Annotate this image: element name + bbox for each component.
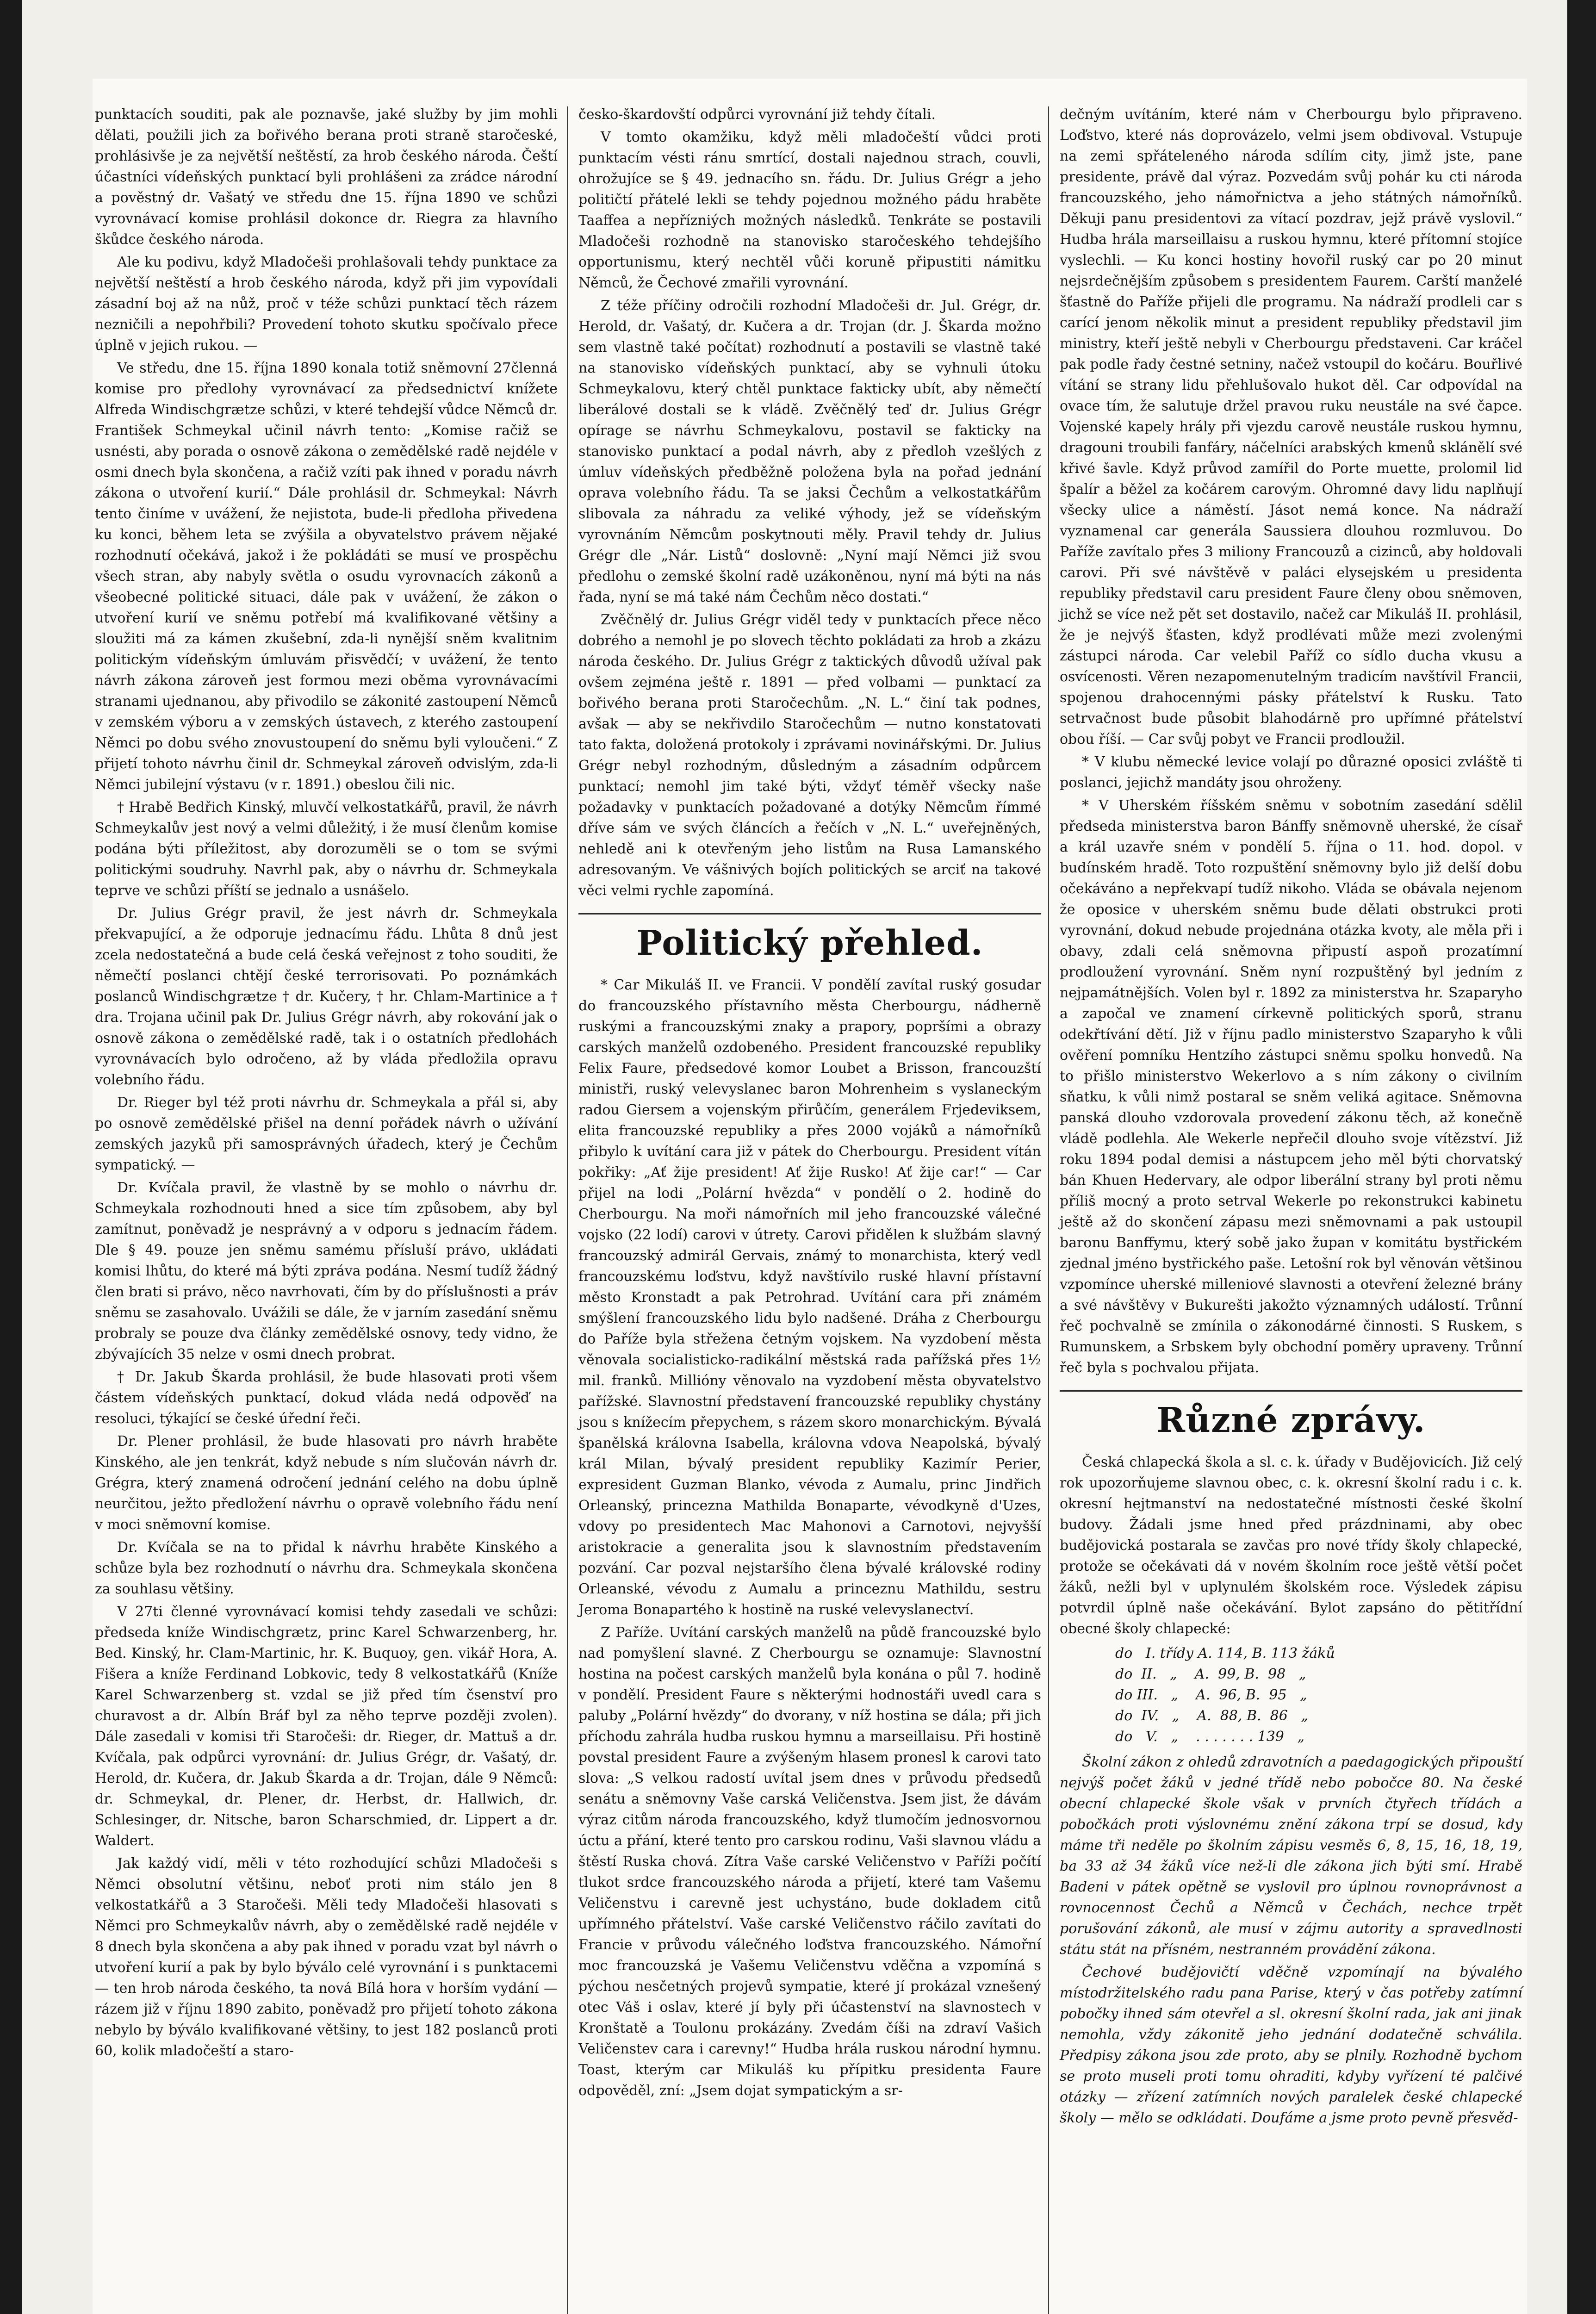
enrollment-row: do V. „ . . . . . . . 139 „ bbox=[1115, 1729, 1305, 1745]
article-paragraph: Ve středu, dne 15. října 1890 konala totiž sněmovní 27členná komise pro předlohy vyrovnávací za předsednictví knížete Alfreda Windischgrætze schůzi, v které tehdejší vůdce Němců dr. František Schmeykal učinil návrh tento: „Komise račiž se usnésti, aby porada o osnově zákona o zemědělské radě nejdéle v osmi dnech byla skončena, a račiž vzíti pak ihned v poradu návrh zákona o utvoření kurií.“ Dále prohlásil dr. Schmeykal: Návrh tento činíme v uvážení, že nejistota, bude-li předloha přivedena ku konci, během leta se zvýšila a obyvatelstvo právem nějaké rozhodnutí očekává, jakož i že pokládáti se musí ve prospěchu všech stran, aby nabyly světla o osudu vyrovnacích zákonů a všeobecné politické situaci, dále pak v uvážení, že zákon o utvoření kurií ve sněmu potřebí má kvalifikované většiny a sloužiti má za kámen zkušební, zda-li nynější sněm kvalitnim politickým vídeňským úmluvám přisvědčí; v uvážení, že tento návrh zákona zároveň jest formou mezi oběma vyrovnávacími stranami ujednanou, aby přivodilo se zákonité zastoupení Němců v zemském výboru a v zemských ústavech, z kterého zastoupení Němci po dobu svého znovustoupení do sněmu byli vyloučeni.“ Z přijetí tohoto návrhu činil dr. Schmeykal zároveň odvislým, zda-li Němci jubilejní výstavu (v r. 1891.) obeslou čili nic. bbox=[95, 360, 558, 793]
article-paragraph: Dr. Kvíčala se na to přidal k návrhu hraběte Kinského a schůze byla bez rozhodnutí o návrhu dra. Schmeykala skončena za souhlasu většiny. bbox=[95, 1539, 558, 1597]
article-paragraph: česko-škardovští odpůrci vyrovnání již tehdy čítali. bbox=[578, 106, 936, 123]
section-rule bbox=[578, 913, 1041, 914]
scan-border-right bbox=[1567, 0, 1596, 2314]
article-paragraph: Z téže příčiny odročili rozhodní Mladočeši dr. Jul. Grégr, dr. Herold, dr. Vašatý, dr. Kučera a dr. Trojan (dr. J. Škarda možno sem vlastně také počítat) rozhodnutí a postavili se vlastně také na stanovisko vídeňských punktací, aby se vyhnuli útoku Schmeykalovu, který chtěl punktace fakticky ubít, aby němečtí liberálové dostali se k vládě. Zvěčnělý teď dr. Julius Grégr opírage se návrhu Schmeykalovu, postavil se fakticky na stanovisko punktací a podal návrh, aby z předloh vzešlých z úmluv vídeňských předběžně položena byla na pořad jednání oprava volebního řádu. Ta se jaksi Čechům a velkostatkářům slibovala za náhradu za veliké výhody, jež se vídeňským vyrovnáním Němcům poskytnouti měly. Pravil tehdy dr. Julius Grégr dle „Nár. Listů“ doslovně: „Nyní mají Němci již svou předlohu o zemské školní radě uzákoněnou, nyní má býti na nás řada, nyní se má také nám Čechům něco dostati.“ bbox=[578, 298, 1041, 605]
section-heading-miscellaneous: Různé zprávy. bbox=[1156, 1400, 1426, 1440]
scan-border-left bbox=[0, 0, 22, 2314]
column-right bbox=[1060, 104, 1522, 2130]
enrollment-row: do II. „ A. 99, B. 98 „ bbox=[1115, 1666, 1306, 1682]
article-paragraph: † Hrabě Bedřich Kinský, mluvčí velkostatkářů, pravil, že návrh Schmeykalův jest nový a velmi důležitý, i že musí členům komise podána býti příležitost, aby dorozuměli se o tom se svými politickými soudruhy. Navrhl pak, aby o návrhu dr. Schmeykala teprve ve schůzi příští se jednalo a usnášelo. bbox=[95, 799, 558, 899]
article-paragraph: dečným uvítáním, které nám v Cherbourgu bylo připraveno. Loďstvo, které nás doprovázelo, velmi jsem obdivoval. Vstupuje na zemi spřáteleného národa sdílím city, jimž jste, pane presidente, právě dal výraz. Pozvedám svůj pohár ku cti národa francouzského, jeho námořnictva a jeho státných námořníků. Děkuji panu presidentovi za vítací pozdrav, jejž právě vyslovil.“ Hudba hrála marseillaisu a ruskou hymnu, které přítomní stojíce vyslechli. — Ku konci hostiny hovořil ruský car po 20 minut nejsrdečnějším způsobem s presidentem Faurem. Carští manželé šťastně do Paříže přijeli dle programu. Na nádraží prodleli car s carící jenom několik minut a president republiky představil jim ministry, kteří ještě nebyli v Cherbourgu představeni. Car kráčel pak podle řady čestné setniny, načež vstoupil do kočáru. Bouřlivé vítání se strany lidu přehlušovalo hukot děl. Car odpovídal na ovace tím, že salutuje držel pravou ruku neustále na své čapce. Vojenské kapely hrály při vjezdu carově neustále ruskou hymnu, dragouni troubili fanfáry, náčelníci arabských kmenů sklánělí své křivé šavle. Když průvod zamířil do Porte muette, prolomil lid špalír a běžel za kočárem carovým. Ohromné davy lidu naplňují všecky ulice a náměstí. Jásot nemá konce. Na nádraží vyznamenal car generála Saussiera dlouhou rozmluvou. Do Paříže zavítalo přes 3 miliony Francouzů a cizinců, aby holdovali carovi. Při své návštěvě v paláci elysejském u presidenta republiky představil caru president Faure členy obou sněmoven, jichž se více než pět set dostavilo, načež car Mikuláš II. prohlásil, že je nejvýš šťasten, když prodlévati může mezi zvolenými zástupci národa. Car velebil Paříž co sídlo ducha vkusu a osvícenosti. Věren nezapomenutelným tradicím navštívil Francii, spojenou drahocennými pásky přátelství k Rusku. Tato setrvačnost bude působit blahodárně pro upřímné přátelství obou říší. — Car svůj pobyt ve Francii prodloužil. bbox=[1060, 106, 1522, 747]
article-paragraph: † Dr. Jakub Škarda prohlásil, že bude hlasovati proti všem částem vídeňských punktací, dokud vláda nedá odpověď na resoluci, týkající se české úřední řeči. bbox=[95, 1369, 558, 1427]
article-paragraph: Ale ku podivu, když Mladočeši prohlašovali tehdy punktace za největší neštěstí a hrob českého národa, když při jim vypovídali zásadní boj až na nůž, proč v téže schůzi punktací těch rázem nezničili a nepohřbili? Provedení tohoto skutku spočívalo přece úplně v jejich rukou. — bbox=[95, 254, 558, 354]
news-item-german-left-club: * V klubu německé levice volají po důrazné oposici zvláště ti poslanci, jejichž mandáty jsou ohroženy. bbox=[1060, 754, 1522, 791]
article-paragraph: Zvěčnělý dr. Julius Grégr viděl tedy v punktacích přece něco dobrého a nemohl je po slovech těchto pokládati za hrob a zkázu národa českého. Dr. Julius Grégr z taktických důvodů užíval pak ovšem zejména ještě r. 1891 — před volbami — punktací za bořivého berana proti Staročechům. „N. L.“ činí tak podnes, avšak — aby se nekřivdilo Staročechům — nutno konstatovati tato fakta, doložená protokoly i zprávami novinářskými. Dr. Julius Grégr nebyl rozhodným, důsledným a zásadním odpůrcem punktací; nemohl jim také býti, vždyť téměř všecky naše požadavky v punktacích požadované a dotýky Němcům římmé dříve sám ve svých článcích a řečích v „N. L.“ uveřejněných, nehledě ani k otevřeným jeho listům na Rusa Lamanského adresovaným. Ve vášnivých bojích politických se arciť na takové věci velmi rychle zapomíná. bbox=[578, 612, 1041, 899]
news-item-hungarian-diet: * V Uherském říšském sněmu v sobotním zasedání sdělil předseda ministerstva baron Bánffy sněmovně uherské, že císař a král uzavře sném v pondělí 5. října o 11. hod. dopol. v budínském hradě. Toto rozpuštění sněmovny bylo již delší dobu očekáváno a nepřekvapí tudíž nikoho. Vláda se obávala nejenom že oposice v uherském sněmu bude dělati obstrukci proti vyrovnání, dokud nebude projednána otázka kvoty, ale měla při i obavy, zdali celá sněmovna připustí aspoň prozatímní prodloužení vyrovnání. Sněm nyní rozpuštěný byl jedním z nejpamátnějších. Volen byl r. 1892 za ministerstva hr. Szaparyho a započal ve znamení církevně politických sporů, stranu odekřtívání dětí. Již v říjnu padlo ministerstvo Szaparyho k vůli ověření pomníku Hentzího zástupci sněmu spolku honvedů. Na to přišlo ministerstvo Wekerlovo a s ním zákony o civilním sňatku, k vůli nimž postaral se sněm veliká agitace. Sněmovna panská dlouho vzdorovala provedení zákonu těch, až konečně vládě podlehla. Ale Wekerle nepřečil dlouho svoje vítězství. Již roku 1894 podal demisi a nástupcem jeho měl býti chorvatský bán Khuen Hedervary, ale odpor liberální strany byl proti němu příliš mocný a proto setrval Wekerle po rekonstrukci kabinetu ještě až do skončení zápasu mezi sněmovnami a pak ustoupil baronu Banffymu, který sobě jako župan v komitátu bystřickém zjednal jméno bystřického paše. Letošní rok byl věnován většinou vzpomínce uherské milleniové slavnosti a otevření železné brány a své návštěvy v Bukurešti jakožto významných událostí. Trůnní řeč pochvalně se zmínila o zákonodárné činnosti. S Ruskem, s Rumunskem, a Srbskem byly obchodní poměry upraveny. Trůnní řeč byla s pochvalou přijata. bbox=[1060, 797, 1522, 1376]
news-item-from-paris: Z Paříže. Uvítání carských manželů na půdě francouzské bylo nad pomyšlení slavné. Z Cherbourgu se oznamuje: Slavnostní hostina na počest carských manželů byla konána o půl 7. hodině v pondělí. President Faure s některými hodnostáři uvedl cara s paluby „Polární hvězdy“ do dvorany, v níž hostina se dála; při jich příchodu zahrála hudba ruskou hymnu a marseillaisu. Při hostině povstal president Faure a zvýšeným hlasem pronesl k carovi tato slova: „S velkou radostí uvítal jsem dnes v průvodu předsedů senátu a sněmovny Vaše carská Veličenstva. Jsem jist, že dávám výraz citům národa francouzského, když tlumočím jednosvornou úctu a přání, které tento pro carskou rodinu, Vaši slavnou vládu a štěstí Ruska chová. Zítra Vaše carské Veličenstvo v Paříži počítí tlukot srdce francouzského národa a přijetí, které tam Vašemu Veličenstvu i carevně jest uchystáno, bude dokladem citů upřímného přátelství. Vaše carské Veličenstvo ráčilo zavítati do Francie v průvodu válečného loďstva francouzského. Námořní moc francouzská je Vašemu Veličenstvu vděčna a vzpomíná s pýchou nesčetných projevů sympatie, které jí prokázal vznešený otec Váš i oslav, které jí byly při účastenství na slavnostech v Kronštatě a Toulonu prokázány. Zvedám číši na zdraví Vašich Veličenstev cara i carevny!“ Hudba hrála ruskou národní hymnu. Toast, kterým car Mikuláš ku přípitku presidenta Faure odpověděl, zní: „Jsem dojat sympatickým a sr- bbox=[578, 1624, 1041, 2099]
article-paragraph: Školní zákon z ohledů zdravotních a paedagogických připouští nejvýš počet žáků v jedné třídě nebo pobočce 80. Na české obecní chlapecké škole však v prvních čtyřech třídách a pobočkách proti výslovnému znění zákona trpí se dosud, kdy máme tři neděle po školním zápisu vesměs 6, 8, 15, 16, 18, 19, ba 33 až 34 žáků více než-li dle zákona jich býti smí. Hrabě Badeni v pátek opětně se vyslovil pro úplnou rovnoprávnost a rovnocennost Čechů a Němců v Čechách, nechce trpět porušování zákonů, ale musí v zájmu autority a spravedlnosti státu stát na přísném, nestranném provádění zákona. bbox=[1060, 1754, 1522, 1958]
article-paragraph: Dr. Julius Grégr pravil, že jest návrh dr. Schmeykala překvapující, a že odporuje jednacímu řádu. Lhůta 8 dnů jest zcela nedostatečná a bude celá česká veřejnost z toho souditi, že němečtí poslanci chtějí české terrorisovati. Po poznámkách poslanců Windischgrætze † dr. Kučery, † hr. Chlam-Martinice a † dra. Trojana učinil pak Dr. Julius Grégr návrh, aby rokování jak o osnově zákona o zemědělské radě, tak i o ostatních předlohách vyrovnávacích bylo odročeno, až by vláda předložila opravu volebního řádu. bbox=[95, 905, 558, 1088]
enrollment-row: do III. „ A. 96, B. 95 „ bbox=[1115, 1687, 1307, 1703]
column-divider-2 bbox=[1048, 106, 1049, 2314]
column-left bbox=[95, 104, 558, 2063]
section-rule bbox=[1060, 1390, 1522, 1392]
column-middle bbox=[578, 104, 1041, 2103]
section-heading-politics: Politický přehled. bbox=[636, 923, 983, 963]
enrollment-table bbox=[1115, 1643, 1522, 1747]
article-paragraph: Čechové budějovičtí vděčně vzpomínají na bývalého místodržitelského radu pana Parise, který v čas potřeby zatímní pobočky ihned sám otevřel a sl. okresní školní rada, jak ani jinak nemohla, vždy zákonitě jeho jednání dodatečně schválila. Předpisy zákona jsou zde proto, aby se plnily. Rozhodně bychom se proto museli proti tomu ohraditi, kdyby vyřízení té palčivé otázky — zřízení zatímních nových paralelek české chlapecké školy — mělo se odkládati. Doufáme a jsme proto pevně přesvěd- bbox=[1060, 1964, 1522, 2126]
article-paragraph: V tomto okamžiku, když měli mladočeští vůdci proti punktacím vésti ránu smrtící, dostali najednou strach, couvli, ohrožujíce se § 49. jednacího sn. řádu. Dr. Julius Grégr a jeho političtí přátelé lekli se tehdy pojednou možného pádu hraběte Taaffea a nepřízniých možných následků. Tenkráte se postavili Mladočeši rozhodně na stanovisko staročeského tehdejšího opportunismu, který nechtěl vůči koruně připustiti námitku Němců, že Čechové zmařili vyrovnání. bbox=[578, 129, 1041, 291]
article-paragraph: Dr. Plener prohlásil, že bude hlasovati pro návrh hraběte Kinského, ale jen tenkrát, když nebude s ním slučován návrh dr. Grégra, který znamená odročení jednání celého na dobu úplně neurčitou, ježto předložení návrhu o opravě volebního řádu není v moci sněmovní komise. bbox=[95, 1433, 558, 1533]
article-paragraph: Jak každý vidí, měli v této rozhodující schůzi Mladočeši s Němci obsolutní většinu, neboť proti nim stálo jen 8 velkostatkářů a 3 Staročeši. Měli tedy Mladočeši hlasovati s Němci pro Schmeykalův návrh, aby o zemědělské radě nejdéle v 8 dnech byla skončena a aby pak ihned v poradu vzat byl návrh o utvoření kurií a pak by bylo býválo celé vyrovnání i s punktacemi — ten hrob národa českého, ta nová Bílá hora v horším vydání — rázem již v říjnu 1890 zabito, poněvadž pro přijetí tohoto zákona nebylo by býválo kvalifikované většiny, to jest 182 poslanců proti 60, kolik mladočeští a staro- bbox=[95, 1855, 558, 2059]
column-divider-1 bbox=[567, 106, 568, 2314]
article-paragraph: Dr. Kvíčala pravil, že vlastně by se mohlo o návrhu dr. Schmeykala rozhodnouti hned a sice tím způsobem, aby byl zamítnut, poněvadž je nesprávný a v odporu s jednacím řádem. Dle § 49. pouze jen sněmu samému přísluší právo, ukládati komisi lhůtu, do které má býti zpráva podána. Nesmí tudíž žádný člen brati si právo, něco navrhovati, čím by do příslušnosti a práv sněmu se zasahovalo. Uvážili se dále, že v jarním zasedání sněmu probraly se pouze dva články zemědělské osnovy, tedy vidno, že zbývajících 35 nelze v osmi dnech probrat. bbox=[95, 1180, 558, 1362]
article-paragraph: Dr. Rieger byl též proti návrhu dr. Schmeykala a přál si, aby po osnově zemědělské přišel na denní pořádek návrh o užívání zemských jazyků při samosprávných úřadech, který je Čechům sympatický. — bbox=[95, 1095, 558, 1173]
enrollment-row: do IV. „ A. 88, B. 86 „ bbox=[1115, 1708, 1308, 1724]
article-paragraph: punktacích souditi, pak ale poznavše, jaké služby by jim mohli dělati, použili jich za bořivého berana proti straně staročeské, prohlásivše je za největší neštěstí, za hrob českého národa. Čeští účastníci vídeňských punktací byli prohlášeni za zrádce národní a pověstný dr. Vašatý ve středu dne 15. října 1890 ve schůzi vyrovnávací komise prohlásil dokonce dr. Riegra za hlavního škůdce českého národa. bbox=[95, 106, 558, 248]
news-item-czech-boys-school: Česká chlapecká škola a sl. c. k. úřady v Budějovicích. Již celý rok upozorňujeme slavnou obec, c. k. okresní školní radu i c. k. okresní hejtmanství na nedostatečné místnosti české školní budovy. Žádali jsme hned před prázdninami, aby obec budějovická postarala se zavčas pro nové třídy školy chlapecké, protože se očekávati dá v novém školním roce ještě větší počet žáků, nežli byl v uplynulém školském roce. Výsledek zápisu potvrdil úplně naše očekávání. Bylot zapsáno do pětitřídní obecné školy chlapecké: bbox=[1060, 1454, 1522, 1637]
enrollment-row: do I. třídy A. 114, B. 113 žáků bbox=[1115, 1645, 1335, 1661]
news-item-tsar-in-france: * Car Mikuláš II. ve Francii. V pondělí zavítal ruský gosudar do francouzského přístavního města Cherbourgu, nádherně ruskými a francouzskými znaky a prapory, popršími a obrazy carských manželů ozdobeného. President francouzské republiky Felix Faure, předsedové komor Loubet a Brisson, francouzští ministři, ruský velevyslanec baron Mohrenheim s vyslaneckým radou Giersem a vojenským přirůčím, generálem Frjedeviksem, elita francouzské republiky a přes 2000 vojáků a námořníků přibylo k uvítání cara již v pátek do Cherbourgu. President vítán pokřiky: „Ať žije president! Ať žije Rusko! Ať žije car!“ — Car přijel na lodi „Polární hvězda“ v pondělí o 2. hodině do Cherbourgu. Na moři námořních mil jeho francouzské válečné vojsko (22 lodí) carovi v útrety. Carovi přidělen k službám slavný francouzský admirál Gervais, známý to monarchista, který vedl francouzskému loďstvu, když navštívilo ruské hlavní přístavní město Kronstadt a pak Petrohrad. Uvítání cara při známém smýšlení francouzského lidu bylo nadšené. Dráha z Cherbourgu do Paříže byla střežena četným vojskem. Na vyzdobení města věnovala socialisticko-radikální městská rada pařížská přes 1½ mil. franků. Millióny věnovalo na vyzdobení města obyvatelstvo pařížské. Slavnostní představení francouzské republiky chystány jsou s knížecím přepychem, s rázem skoro monarchickým. Bývalá španělská královna Isabella, královna vdova Neapolská, bývalý král Milan, bývalý president republiky Kazimír Perier, expresident Guzman Blanko, vévoda z Aumalu, princ Jindřich Orleanský, princezna Mathilda Bonaparte, vévodkyně d'Uzes, vdovy po presidentech Mac Mahonovi a Carnotovi, nejvyšší aristokracie a generalita jsou k slavnostním představením pozvání. Car pozval nejstaršího člena bývalé královské rodiny Orleanské, vévodu z Aumalu a princeznu Mathildu, sestru Jeroma Bonapartého k hostině na ruské velevyslanectví. bbox=[578, 977, 1041, 1618]
article-paragraph: V 27ti členné vyrovnávací komisi tehdy zasedali ve schůzi: předseda kníže Windischgrætz, princ Karel Schwarzenberg, hr. Bed. Kinský, hr. Clam-Martinic, hr. K. Buquoy, gen. vikář Hora, A. Fišera a kníže Ferdinand Lobkovic, tedy 8 velkostatkářů (Kníže Karel Schwarzenberg st. vzdal se již před tím čsenství pro churavost a dr. Albín Bráf byl za něho teprve později zvolen). Dále zasedali v komisi tři Staročeši: dr. Rieger, dr. Mattuš a dr. Kvíčala, pak odpůrci vyrovnání: dr. Julius Grégr, dr. Vašatý, dr. Herold, dr. Kučera, dr. Jakub Škarda a dr. Trojan, dále 9 Němců: dr. Schmeykal, dr. Plener, dr. Herbst, dr. Hallwich, dr. Schlesinger, dr. Nitsche, baron Scharschmied, dr. Lippert a dr. Waldert. bbox=[95, 1604, 558, 1849]
